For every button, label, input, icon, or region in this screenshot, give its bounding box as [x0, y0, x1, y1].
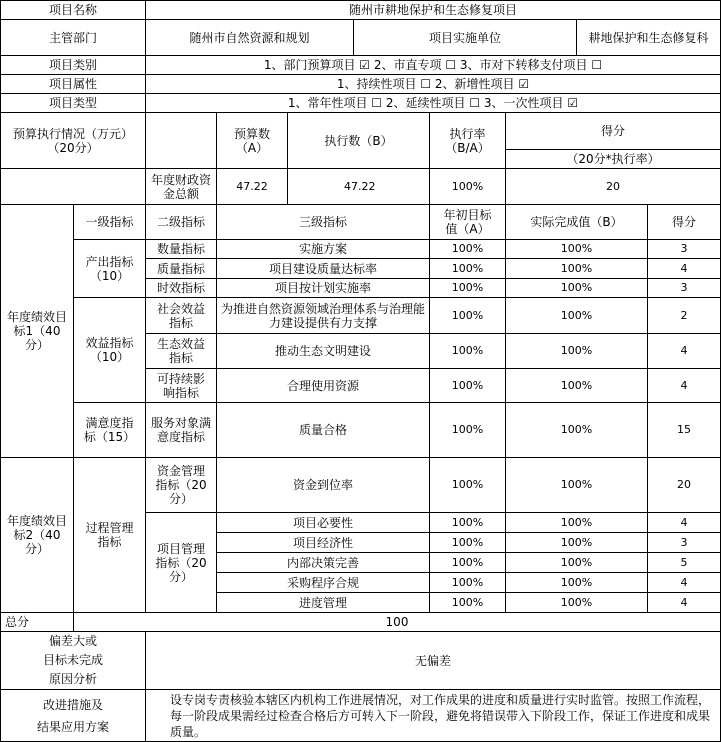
score-header: 得分 [648, 205, 721, 240]
total-score-label: 总分 [0, 613, 74, 632]
level3-indicator: 质量合格 [217, 403, 430, 458]
department-label: 主管部门 [0, 20, 146, 56]
project-management-indicator-label: 项目管理指标（20分） [146, 513, 217, 613]
actual-value: 100% [506, 403, 648, 458]
level2-indicator: 数量指标 [146, 240, 217, 259]
execution-rate-header: 执行率（B/A） [430, 113, 506, 169]
project-type-label: 项目类型 [0, 94, 146, 113]
satisfaction-indicator-label: 满意度指标（15） [74, 403, 146, 458]
target-value: 100% [430, 298, 506, 334]
deviation-reason-label [0, 632, 146, 690]
level1-indicator-header: 一级指标 [74, 205, 146, 240]
output-indicator-label: 产出指标（10） [74, 240, 146, 298]
budget-amount-value: 47.22 [217, 169, 288, 205]
score-value: 2 [648, 298, 721, 334]
target-value: 100% [430, 369, 506, 403]
level2-indicator: 社会效益指标 [146, 298, 217, 334]
target-value: 100% [430, 458, 506, 513]
target-value: 100% [430, 334, 506, 369]
deviation-label-line: 目标未完成 [42, 653, 103, 667]
improvement-label-line: 改进措施及 [42, 697, 103, 712]
level2-indicator: 生态效益指标 [146, 334, 217, 369]
project-type-value: 1、常年性项目 ☐ 2、延续性项目 ☐ 3、一次性项目 ☑ [146, 94, 721, 113]
target-value: 100% [430, 259, 506, 279]
level2-indicator: 可持续影响指标 [146, 369, 217, 403]
budget-header-blank [146, 113, 217, 169]
target-value: 100% [430, 403, 506, 458]
score-value: 5 [648, 553, 721, 573]
level3-indicator: 项目必要性 [217, 513, 430, 533]
budget-score-value: 20 [506, 169, 721, 205]
improvement-measures-label [0, 690, 146, 742]
level3-indicator: 为推进自然资源领域治理体系与治理能力建设提供有力支撑 [217, 298, 430, 334]
actual-value: 100% [506, 259, 648, 279]
execution-rate-value: 100% [430, 169, 506, 205]
actual-value: 100% [506, 458, 648, 513]
execution-amount-header: 执行数（B） [288, 113, 430, 169]
budget-score-header: 得分 [506, 113, 721, 150]
actual-value: 100% [506, 279, 648, 298]
actual-value: 100% [506, 240, 648, 259]
target-value: 100% [430, 553, 506, 573]
fund-management-indicator-label: 资金管理指标（20分） [146, 458, 217, 513]
target-value: 100% [430, 573, 506, 593]
level3-indicator: 实施方案 [217, 240, 430, 259]
project-name-value: 随州市耕地保护和生态修复项目 [146, 0, 721, 20]
level3-indicator: 资金到位率 [217, 458, 430, 513]
project-category-label: 项目类别 [0, 56, 146, 75]
level3-indicator: 项目建设质量达标率 [217, 259, 430, 279]
level2-indicator: 时效指标 [146, 279, 217, 298]
score-value: 4 [648, 259, 721, 279]
deviation-reason-value: 无偏差 [146, 632, 721, 690]
target-value: 100% [430, 533, 506, 553]
level3-indicator: 推动生态文明建设 [217, 334, 430, 369]
level2-indicator-header: 二级指标 [146, 205, 217, 240]
process-management-indicator-label: 过程管理指标 [74, 458, 146, 613]
performance-goal-1-label: 年度绩效目标1（40分） [0, 205, 74, 458]
actual-value: 100% [506, 513, 648, 533]
score-value: 4 [648, 513, 721, 533]
score-value: 4 [648, 573, 721, 593]
deviation-label-line: 偏差大或 [48, 634, 97, 648]
total-score-value: 100 [74, 613, 721, 632]
project-attribute-label: 项目属性 [0, 75, 146, 94]
score-value: 4 [648, 593, 721, 613]
score-value: 3 [648, 533, 721, 553]
level2-indicator: 服务对象满意度指标 [146, 403, 217, 458]
budget-amount-header: 预算数（A） [217, 113, 288, 169]
actual-value: 100% [506, 573, 648, 593]
actual-value: 100% [506, 593, 648, 613]
actual-value: 100% [506, 369, 648, 403]
score-value: 4 [648, 334, 721, 369]
department-value: 随州市自然资源和规划 [146, 20, 354, 56]
target-value: 100% [430, 593, 506, 613]
score-value: 20 [648, 458, 721, 513]
actual-value: 100% [506, 298, 648, 334]
level3-indicator: 项目按计划实施率 [217, 279, 430, 298]
level3-indicator: 内部决策完善 [217, 553, 430, 573]
actual-value: 100% [506, 533, 648, 553]
actual-value-header: 实际完成值（B） [506, 205, 648, 240]
project-category-value: 1、部门预算项目 ☑ 2、市直专项 ☐ 3、市对下转移支付项目 ☐ [146, 56, 721, 75]
score-value: 3 [648, 240, 721, 259]
improvement-label-line: 结果应用方案 [36, 719, 109, 734]
benefit-indicator-label: 效益指标（10） [74, 298, 146, 403]
score-value: 3 [648, 279, 721, 298]
performance-goal-2-label: 年度绩效目标2（40分） [0, 458, 74, 613]
target-value: 100% [430, 513, 506, 533]
score-value: 4 [648, 369, 721, 403]
level3-indicator-header: 三级指标 [217, 205, 430, 240]
implementing-unit-value: 耕地保护和生态修复科 [577, 20, 721, 56]
level3-indicator: 进度管理 [217, 593, 430, 613]
improvement-measures-value: 设专岗专责核验本辖区内机构工作进展情况，对工作成果的进度和质量进行实时监管。按照工作流程，每一阶段成果需经过检查合格后方可转入下一阶段，避免将错误带入下阶段工作，保证工作进度和成果质量。 [146, 690, 721, 742]
budget-execution-label: 预算执行情况（万元）（20分） [0, 113, 146, 169]
level2-indicator: 质量指标 [146, 259, 217, 279]
level3-indicator: 项目经济性 [217, 533, 430, 553]
level3-indicator: 合理使用资源 [217, 369, 430, 403]
execution-amount-value: 47.22 [288, 169, 430, 205]
budget-row-blank [0, 169, 146, 205]
project-attribute-value: 1、持续性项目 ☐ 2、新增性项目 ☑ [146, 75, 721, 94]
target-value: 100% [430, 240, 506, 259]
implementing-unit-label: 项目实施单位 [354, 20, 577, 56]
deviation-label-line: 原因分析 [48, 672, 97, 686]
budget-score-formula: （20分*执行率） [506, 150, 721, 169]
target-value-header: 年初目标值（A） [430, 205, 506, 240]
actual-value: 100% [506, 553, 648, 573]
target-value: 100% [430, 279, 506, 298]
annual-fund-total-label: 年度财政资金总额 [146, 169, 217, 205]
actual-value: 100% [506, 334, 648, 369]
score-value: 15 [648, 403, 721, 458]
project-name-label: 项目名称 [0, 0, 146, 20]
level3-indicator: 采购程序合规 [217, 573, 430, 593]
